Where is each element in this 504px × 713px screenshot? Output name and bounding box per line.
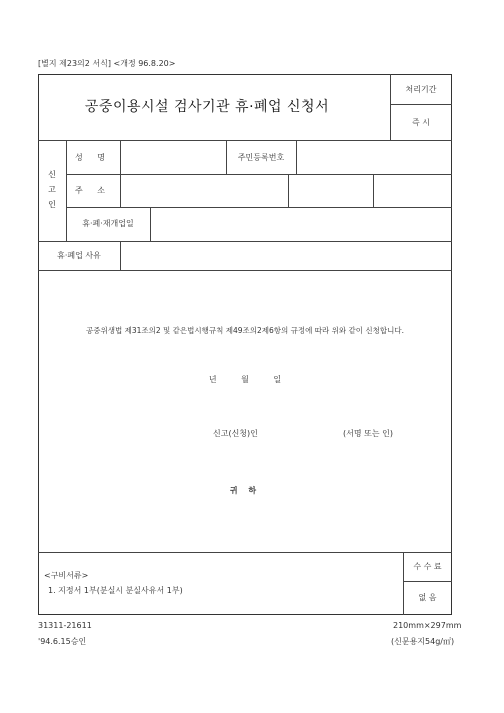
applicant-label [38, 167, 66, 212]
approval-date: '94.6.15승인 [38, 637, 87, 646]
divider [38, 270, 452, 271]
required-documents-item: 1. 지정서 1부(분실시 분실사유서 1부) [48, 586, 183, 595]
resident-number-field[interactable] [297, 141, 452, 174]
applicant-label-char: 인 [48, 200, 56, 209]
applicant-label-char: 고 [48, 185, 56, 194]
processing-period-value: 즉 시 [412, 118, 430, 127]
paper-type: (신문용지54g/㎡) [391, 637, 455, 646]
form-title: 공중이용시설 검사기관 휴·폐업 신청서 [84, 99, 330, 115]
resident-number-label: 주민등록번호 [237, 153, 285, 162]
form-reference: [별지 제23의2 서식] <개정 96.8.20> [38, 59, 176, 68]
divider [403, 552, 404, 615]
date-line: 년 월 일 [208, 375, 282, 384]
applicant-sign-label: 신고(신청)인 [213, 429, 258, 438]
divider [390, 104, 452, 105]
applicant-label-char: 신 [48, 170, 56, 179]
name-field[interactable] [121, 141, 226, 174]
fee-value: 없 음 [418, 593, 437, 602]
name-label: 성 명 [75, 153, 111, 162]
address-field[interactable] [121, 175, 452, 207]
reason-field[interactable] [121, 242, 452, 270]
fee-label: 수 수 료 [413, 562, 442, 571]
reason-label: 휴·폐업 사유 [57, 251, 101, 260]
address-label: 주 소 [75, 186, 111, 195]
business-date-field[interactable] [151, 208, 452, 241]
application-statement: 공중위생법 제31조의2 및 같은법시행규칙 제49조의2제6항의 규정에 따라 위와 같이 신청합니다. [85, 326, 405, 335]
divider [390, 74, 391, 140]
business-date-label: 휴·폐·재개업일 [82, 219, 134, 228]
addressee: 귀 하 [229, 486, 261, 495]
processing-period-label: 처리기간 [405, 85, 437, 94]
signature-note: (서명 또는 인) [343, 429, 393, 438]
divider [403, 581, 452, 582]
required-documents-title: <구비서류> [44, 571, 89, 580]
form-code: 31311-21611 [38, 621, 92, 630]
divider [38, 552, 452, 553]
paper-size: 210mm×297mm [393, 621, 462, 630]
